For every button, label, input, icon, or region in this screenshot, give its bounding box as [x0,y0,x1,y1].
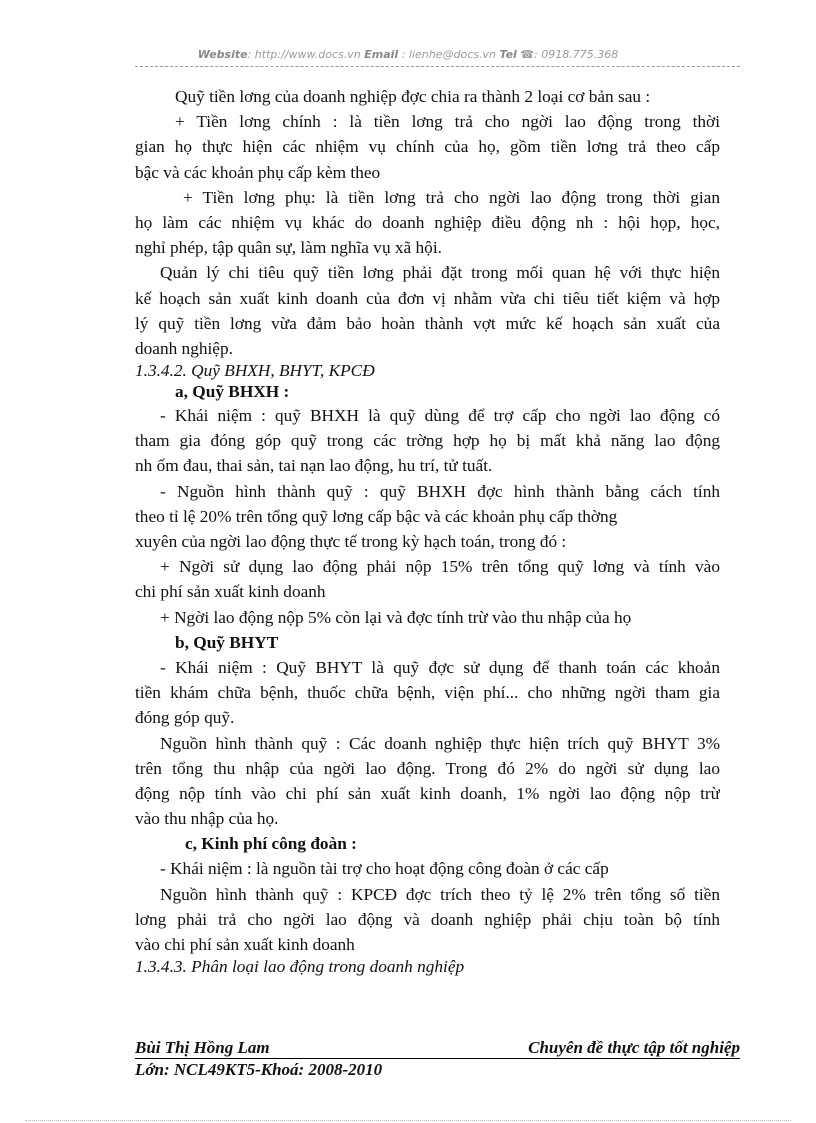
text-line: họ làm các nhiệm vụ khác do doanh nghiệp điều động nh : hội họp, học, [135,212,720,232]
section-heading: 1.3.4.3. Phân loại lao động trong doanh nghiệp [135,957,465,977]
text-line: kế hoạch sản xuất kinh doanh của đơn vị nhằm vừa chi tiêu tiết kiệm và hợp [135,288,720,308]
text-line: Nguồn hình thành quỹ : Các doanh nghiệp thực hiện trích quỹ BHYT 3% [160,733,720,753]
text-line: theo tỉ lệ 20% trên tổng quỹ lơng cấp bậc và các khoản phụ cấp thờng [135,506,618,526]
tel-number: ☎: 0918.775.368 [520,48,619,61]
text-line: nh ốm đau, thai sản, tai nạn lao động, hu trí, tử tuất. [135,456,493,476]
subsection-heading: c, Kinh phí công đoàn : [185,834,357,854]
page-bottom-border [25,1120,791,1121]
footer-title: Chuyên đề thực tập tốt nghiệp [528,1038,740,1057]
text-line: gian họ thực hiện các nhiệm vụ chính của họ, gồm tiền lơng trả theo cấp [135,137,720,157]
email-address: : lienhe@docs.vn [401,48,496,61]
document-body [135,84,720,977]
page-footer [135,1038,740,1081]
tel-label: Tel [499,48,517,61]
text-line: trên tổng thu nhập của ngời lao động. Trong đó 2% do ngời sử dụng lao [135,758,720,778]
website-label: Website [197,48,248,61]
header-divider [135,66,740,67]
text-line: - Khái niệm : quỹ BHXH là quỹ dùng để trợ cấp cho ngời lao động có [160,406,720,426]
text-line: + Tiền lơng phụ: là tiền lơng trả cho ngời lao động trong thời gian [183,187,720,207]
text-line: vào chi phí sản xuất kinh doanh [135,935,355,954]
text-line: đóng góp quỹ. [135,708,235,728]
footer-class-info: Lớn: NCL49KT5-Khoá: 2008-2010 [135,1060,383,1079]
text-line: vào thu nhập của họ. [135,809,279,829]
email-label: Email [364,48,399,61]
text-line: lý quỹ tiền lơng vừa đảm bảo hoàn thành vợt mức kế hoạch sản xuất của [135,313,720,333]
text-line: - Khái niệm : là nguồn tài trợ cho hoạt động công đoàn ở các cấp [160,859,609,879]
text-line: Quỹ tiền lơng của doanh nghiệp đợc chia ra thành 2 loại cơ bản sau : [175,87,651,106]
text-line: lơng phải trả cho ngời lao động và doanh nghiệp phải chịu toàn bộ tính [135,909,720,929]
text-line: động nộp tính vào chi phí sản xuất kinh doanh, 1% ngời lao động nộp trừ [135,783,720,803]
text-line: bậc và các khoản phụ cấp kèm theo [135,162,381,182]
text-line: chi phí sản xuất kinh doanh [135,582,326,602]
subsection-heading: a, Quỹ BHXH : [175,382,290,402]
text-line: + Tiền lơng chính : là tiền lơng trả cho ngời lao động trong thời [175,112,720,132]
text-line: - Khái niệm : Quỹ BHYT là quỹ đợc sử dụng để thanh toán các khoản [160,657,720,677]
subsection-heading: b, Quỹ BHYT [175,632,279,652]
footer-author: Bùi Thị Hồng Lam [135,1038,270,1057]
text-line: tham gia đóng góp quỹ trong các trờng hợp họ bị mất khả năng lao động [135,431,720,451]
section-heading: 1.3.4.2. Quỹ BHXH, BHYT, KPCĐ [135,361,375,381]
website-url: : http://www.docs.vn [247,48,361,61]
text-line: Nguồn hình thành quỹ : KPCĐ đợc trích theo tỷ lệ 2% trên tổng số tiền [160,884,720,904]
text-line: xuyên của ngời lao động thực tế trong kỳ hạch toán, trong đó : [135,532,567,551]
text-line: doanh nghiệp. [135,338,233,358]
text-line: - Nguồn hình thành quỹ : quỹ BHXH đợc hình thành bằng cách tính [160,481,720,501]
text-line: tiền khám chữa bệnh, thuốc chữa bệnh, viện phí... cho những ngời tham gia [135,683,720,703]
text-line: Quản lý chi tiêu quỹ tiền lơng phải đặt trong mối quan hệ với thực hiện [160,263,720,283]
text-line: nghỉ phép, tập quân sự, làm nghĩa vụ xã hội. [135,238,442,258]
page-header [0,48,816,61]
text-line: + Ngời lao động nộp 5% còn lại và đợc tính trừ vào thu nhập của họ [160,607,632,627]
text-line: + Ngời sử dụng lao động phải nộp 15% trên tổng quỹ lơng và tính vào [160,557,720,577]
